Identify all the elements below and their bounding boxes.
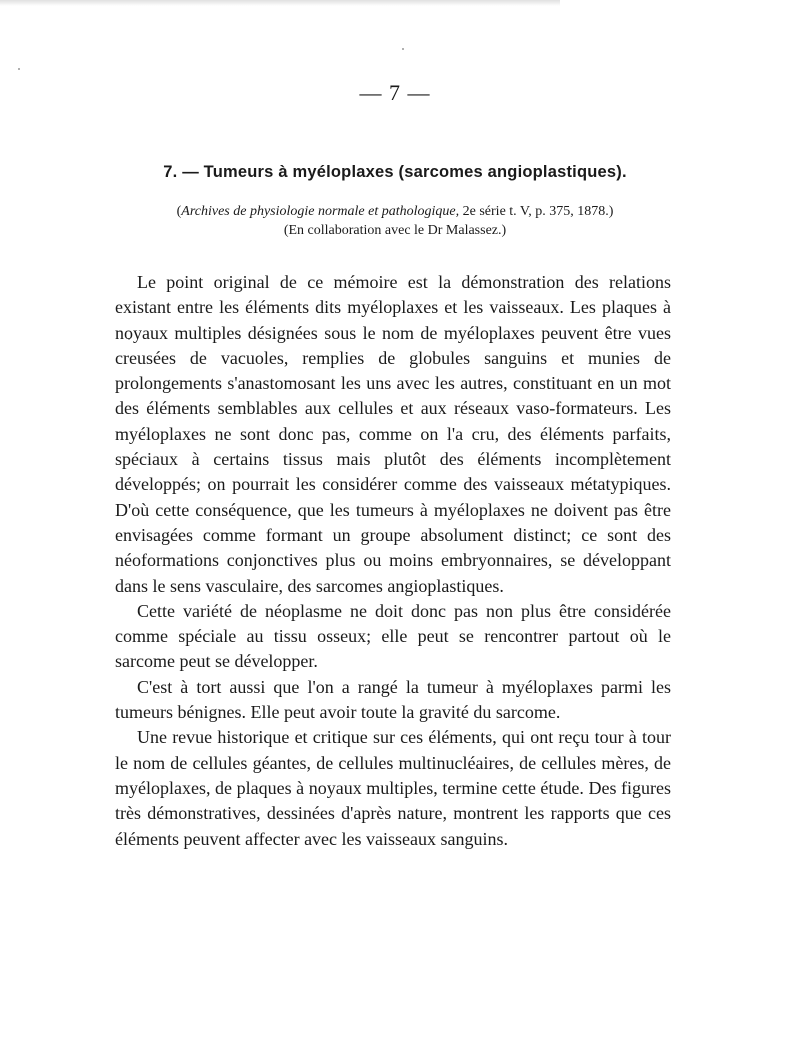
body-paragraph: Cette variété de néoplasme ne doit donc pas non plus être considérée comme spéciale au tissu osseux; elle peut se rencontrer partout où le sarcome peut se développer. [115, 600, 671, 672]
body-text [115, 270, 671, 852]
body-paragraph: Le point original de ce mémoire est la démonstration des relations existant entre les éléments dits myéloplaxes et les vaisseaux. Les plaques à noyaux multiples désignées sous le nom de myéloplaxes peuvent être vues creusées de vacuoles, remplies de globules sanguins et munies de prolongements s'anastomosant les uns avec les autres, constituant en un mot des éléments semblables aux cellules et aux réseaux vaso-formateurs. Les myéloplaxes ne sont donc pas, comme on l'a cru, des éléments parfaits, spéciaux à certains tissus mais plutôt des éléments incomplètement développés; on pourrait les considérer comme des vaisseaux métatypiques. D'où cette conséquence, que les tumeurs à myéloplaxes ne doivent pas être envisagées comme formant un groupe absolument distinct; ce sont des néoformations conjonctives plus ou moins embryonnaires, se développant dans le sens vasculaire, des sarcomes angioplastiques. [115, 272, 671, 596]
citation-collaboration: (En collaboration avec le Dr Malassez.) [283, 223, 507, 238]
citation [0, 202, 790, 240]
citation-open-paren: ( [176, 204, 182, 219]
page-number: — 7 — [359, 80, 431, 105]
citation-journal: Archives de physiologie normale et pathologique, [181, 204, 460, 219]
citation-details: 2e série t. V, p. 375, 1878.) [459, 204, 614, 219]
scan-speck [18, 68, 20, 70]
scan-edge-shadow [0, 0, 560, 6]
scan-speck [402, 48, 404, 50]
citation-source-line [0, 202, 790, 221]
body-paragraph: Une revue historique et critique sur ces éléments, qui ont reçu tour à tour le nom de cellules géantes, de cellules multinucléaires, de cellules mères, de myéloplaxes, de plaques à noyaux multiples, termine cette étude. Des figures très démonstratives, dessinées d'après nature, montrent les rapports que ces éléments peuvent affecter avec les vaisseaux sanguins. [115, 727, 671, 849]
section-heading: 7. — Tumeurs à myéloplaxes (sarcomes angioplastiques). [163, 163, 627, 181]
body-paragraph: C'est à tort aussi que l'on a rangé la tumeur à myéloplaxes parmi les tumeurs bénignes. Elle peut avoir toute la gravité du sarcome. [115, 676, 671, 723]
